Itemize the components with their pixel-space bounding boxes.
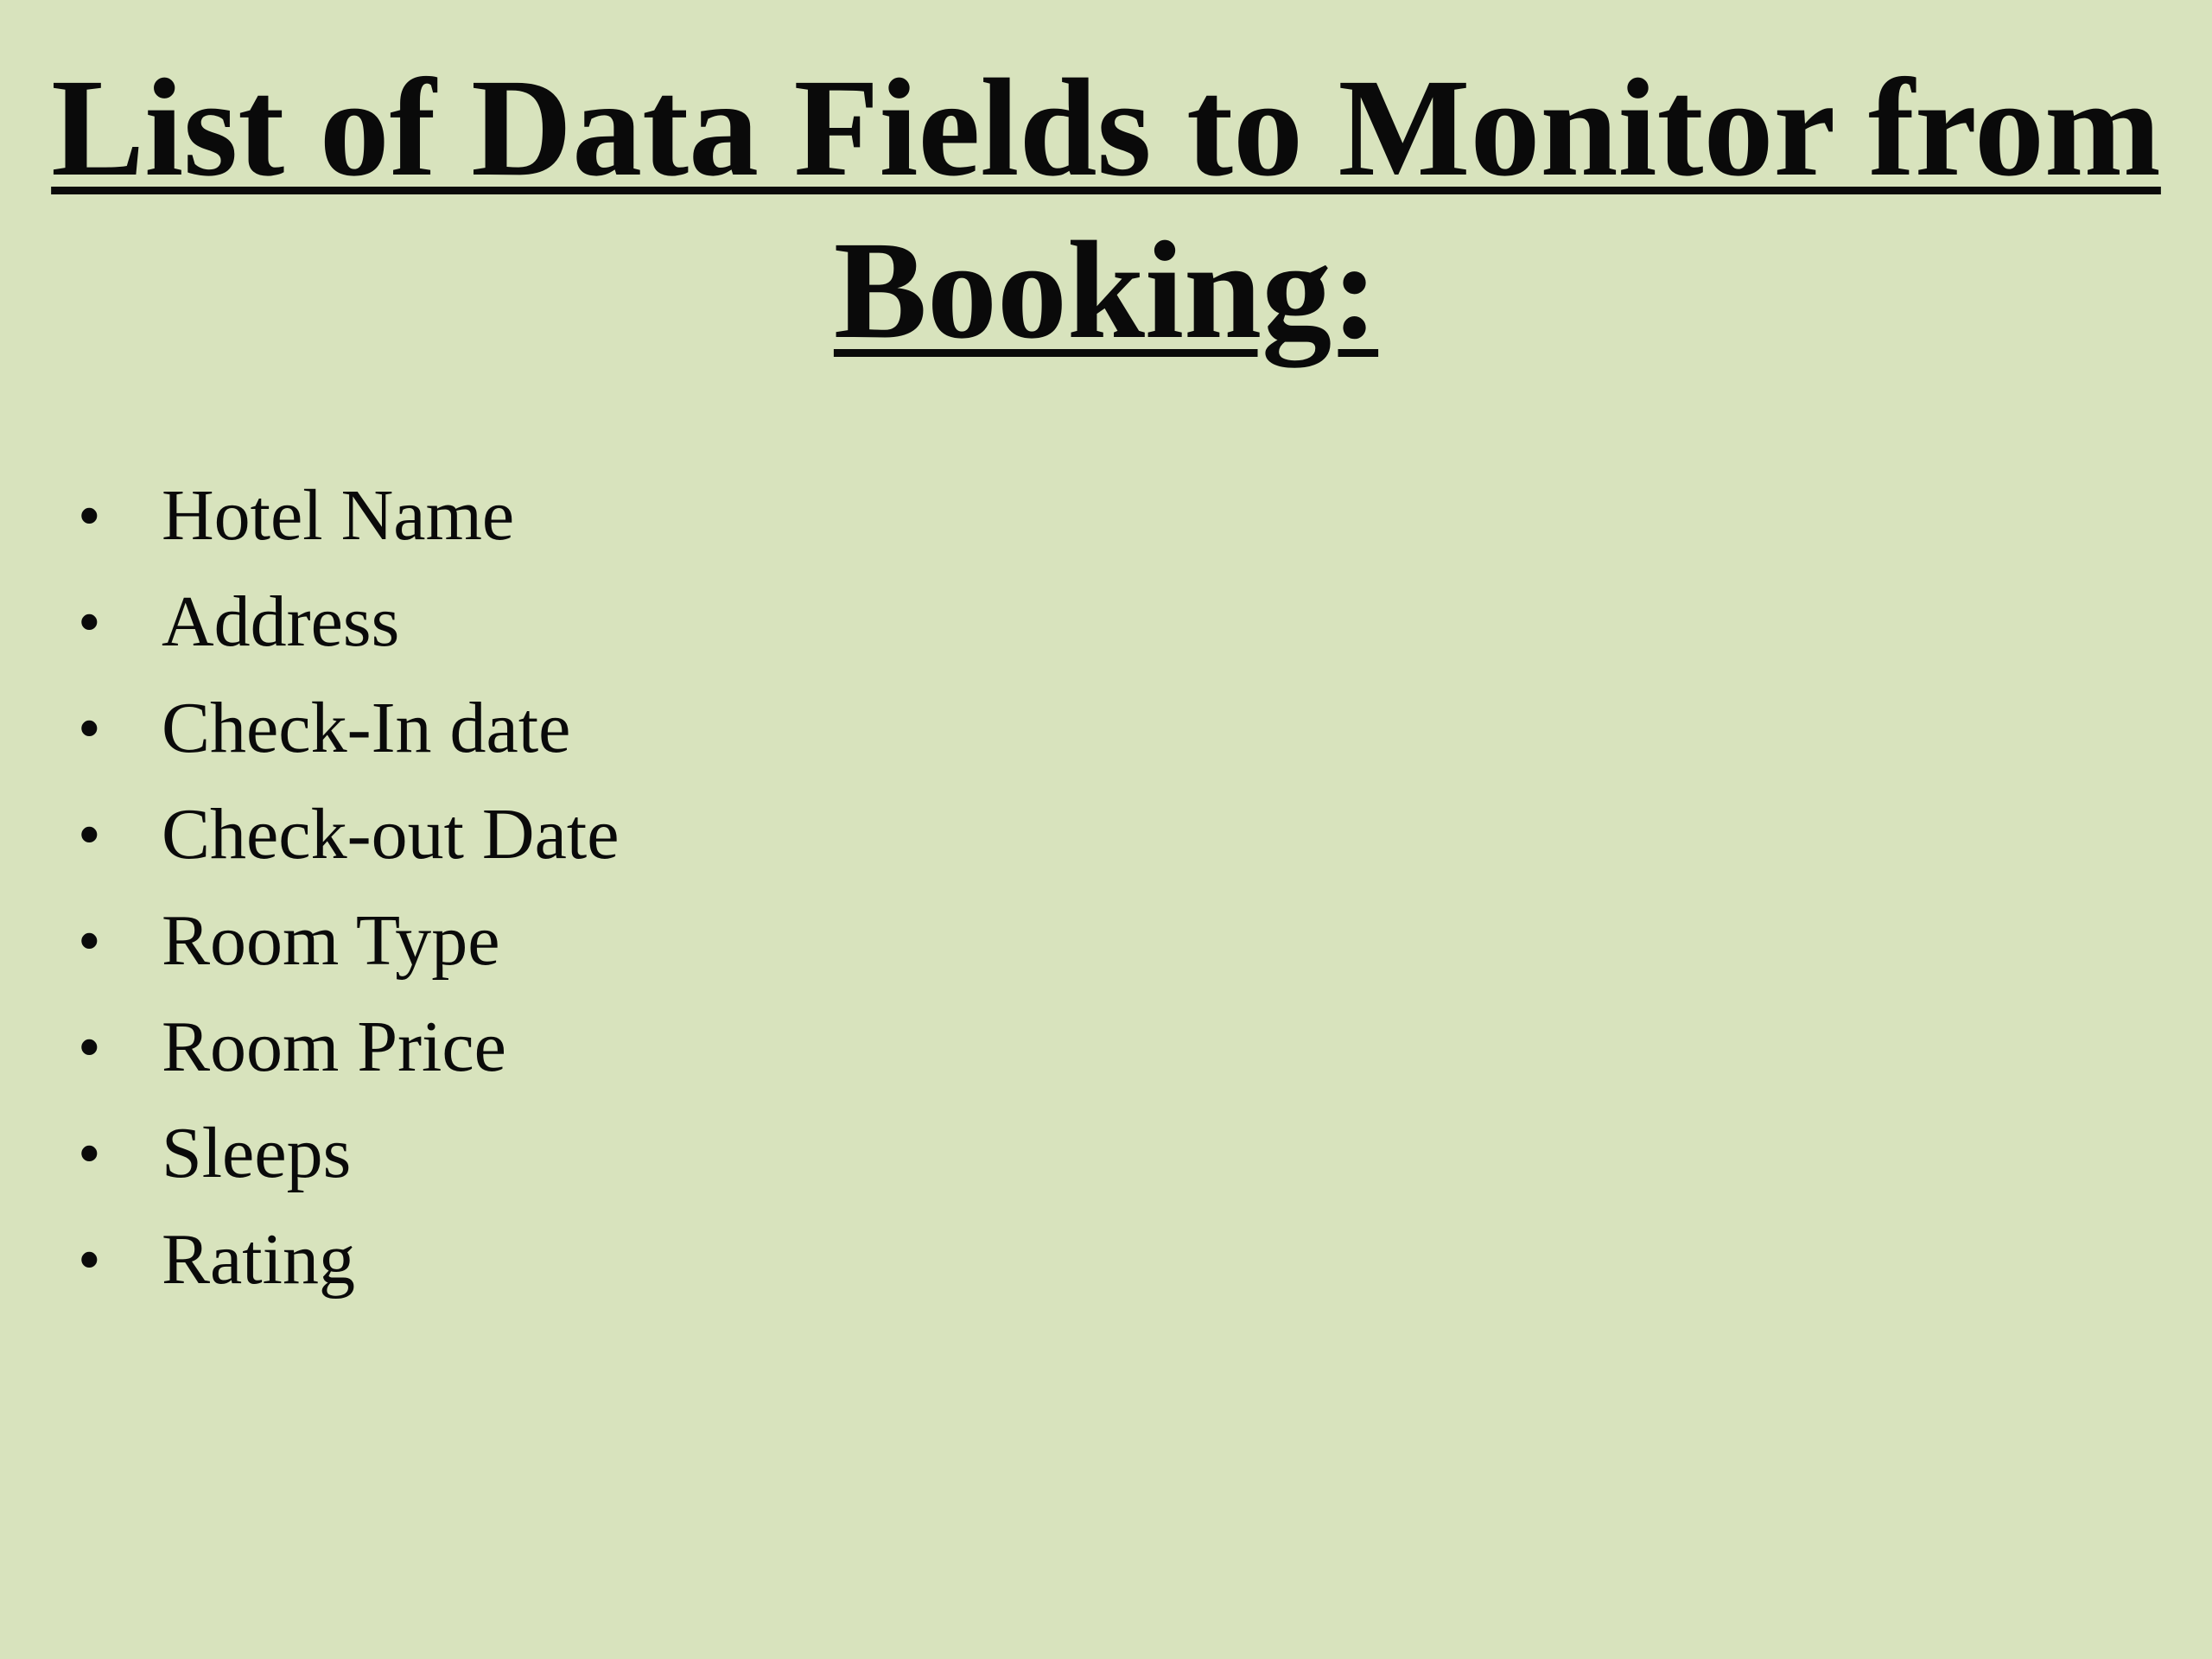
bullet-icon: • <box>78 1224 101 1296</box>
list-item-label: Sleeps <box>162 1113 352 1193</box>
list-item-label: Address <box>162 582 400 662</box>
bullet-icon: • <box>78 905 101 977</box>
bullet-icon: • <box>78 480 101 552</box>
bullet-icon: • <box>78 586 101 658</box>
bullet-icon: • <box>78 1117 101 1190</box>
list-item-label: Rating <box>162 1219 355 1300</box>
list-item-label: Hotel Name <box>162 475 515 556</box>
list-item-label: Room Price <box>162 1007 506 1087</box>
slide-title: List of Data Fields to Monitor from Booking: <box>51 51 2161 368</box>
bullet-icon: • <box>78 1011 101 1084</box>
list-item-label: Check-out Date <box>162 794 620 874</box>
list-item-label: Check-In date <box>162 688 571 768</box>
bullet-icon: • <box>78 798 101 871</box>
bullet-icon: • <box>78 692 101 765</box>
list-item-label: Room Type <box>162 900 500 981</box>
